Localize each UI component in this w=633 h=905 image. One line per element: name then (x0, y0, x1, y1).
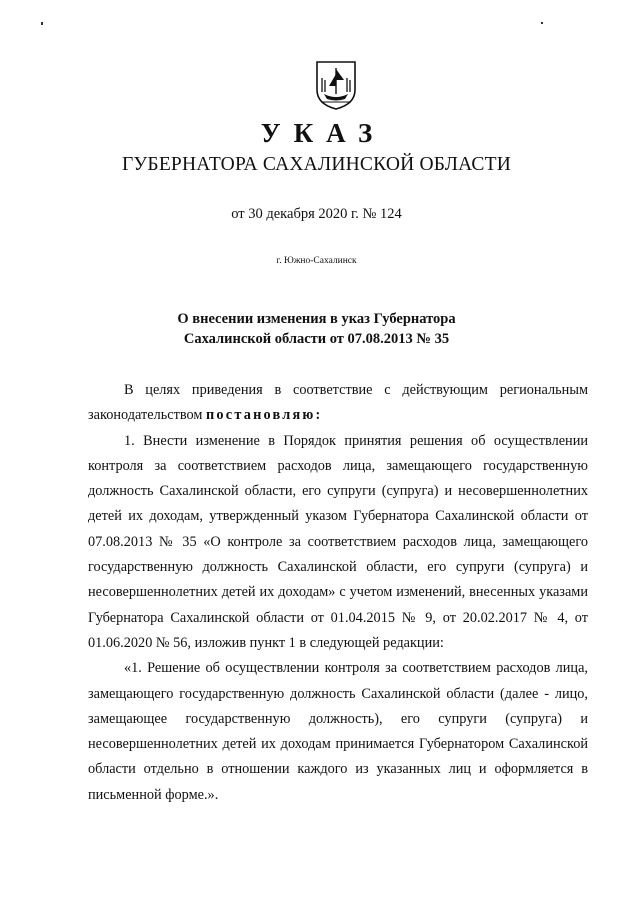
document-subtitle: ГУБЕРНАТОРА САХАЛИНСКОЙ ОБЛАСТИ (121, 154, 512, 175)
scan-speck (41, 22, 43, 25)
decree-keyword: постановляю: (206, 407, 323, 424)
scan-speck (541, 22, 543, 24)
coat-of-arms-icon (313, 60, 359, 110)
paragraph-item-1: 1. Внести изменение в Порядок принятия решения об осуществлении контроля за соответствием расходов лица, замещающего государственную должность Сахалинской области, его супруги (супруга) и несовершеннолетних детей их доходам, утвержденный указом Губернатора Сахалинской области от 07.08.2013 № 35 «О контроле за соответствием расходов лица, замещающего государственную должность Сахалинской области, его супруги (супруга) и несовершеннолетних детей их доходам» с учетом изменений, внесенных указами Губернатора Сахалинской области от 01.04.2015 № 9, от 20.02.2017 № 4, от 01.06.2020 № 56, изложив пункт 1 в следующей редакции: (88, 432, 588, 651)
heading-line-2: Сахалинской области от 07.08.2013 № 35 (183, 331, 450, 347)
document-heading (0, 309, 633, 349)
city-line: г. Южно-Сахалинск (276, 256, 357, 266)
heading-line-1: О внесении изменения в указ Губернатора (177, 311, 456, 327)
preamble-text: В целях приведения в соответствие с действующим региональным законодательством (88, 382, 588, 424)
paragraph-new-wording: «1. Решение об осуществлении контроля за соответствием расходов лица, замещающего государственную должность Сахалинской области (далее - лицо, замещающее государственную должность), его супруги (супруга) и несовершеннолетних детей их доходам принимается Губернатором Сахалинской области отдельно в отношении каждого из указанных лиц и оформляется в письменной форме.». (88, 660, 588, 803)
document-body (88, 378, 588, 808)
paragraph-preamble (88, 378, 588, 429)
date-number-line: от 30 декабря 2020 г. № 124 (231, 206, 402, 222)
document-title: УКАЗ (260, 118, 386, 148)
